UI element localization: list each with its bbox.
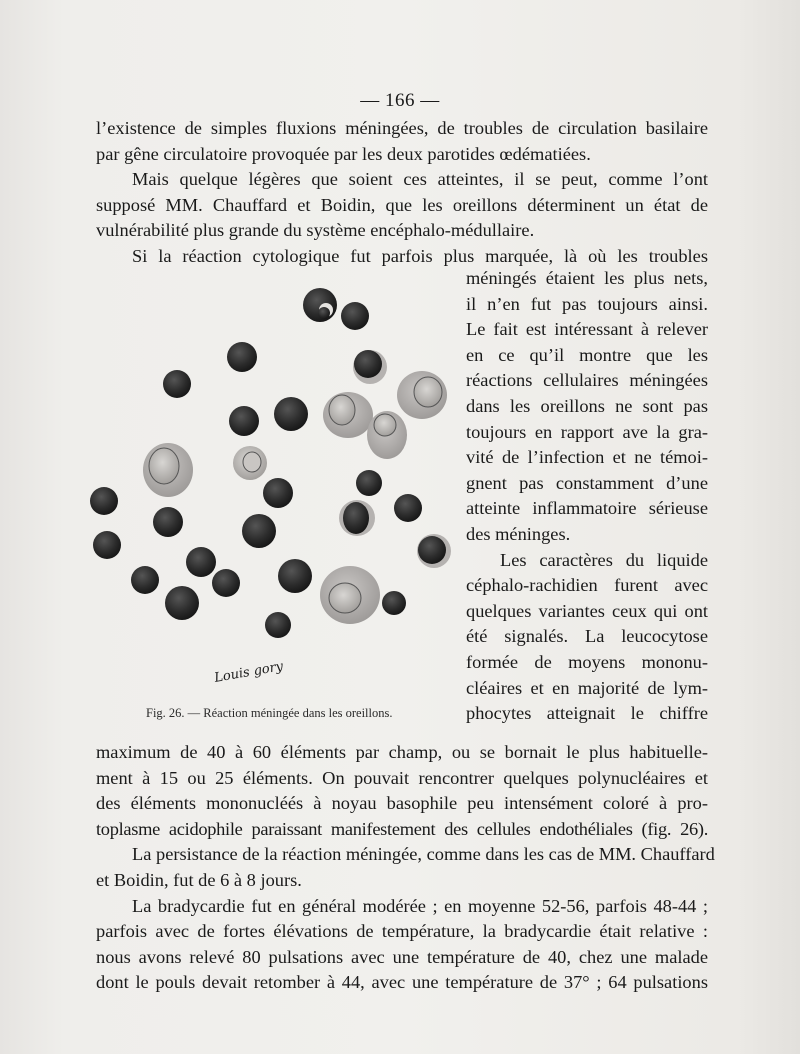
text-line: Les caractères du liquide [500, 549, 708, 570]
text-line: dans les oreillons ne sont pas [466, 395, 708, 416]
lymphocyte-cell [229, 406, 259, 436]
text-line: atteinte inflammatoire sérieuse [466, 498, 708, 519]
lymphocyte-cell [274, 397, 308, 431]
text-line: parfois avec de fortes élévations de température, la bradycardie était relative : [96, 921, 708, 942]
figure-cells [80, 280, 460, 710]
text-line: vulnérabilité plus grande du système encéphalo-médullaire. [96, 220, 535, 241]
lymphocyte-cell [153, 507, 183, 537]
lymphocyte-cell [339, 500, 375, 536]
text-line: maximum de 40 à 60 éléments par champ, ou se bornait le plus habituelle- [96, 742, 708, 762]
lymphocyte-cell [341, 302, 369, 330]
text-line: La persistance de la réaction méningée, comme dans les cas de MM. Chauffard [132, 844, 715, 865]
lymphocyte-cell [394, 494, 422, 522]
text-block-top [96, 116, 708, 270]
lymphocyte-cell [242, 514, 276, 548]
mononuclear-cell [320, 566, 380, 624]
text-line: il n’en fut pas toujours ainsi. [466, 293, 708, 314]
text-line: par gêne circulatoire provoquée par les deux parotides œdématiées. [96, 143, 591, 164]
text-line: cléaires et en majorité de lym- [466, 677, 708, 698]
lymphocyte-cell [163, 370, 191, 398]
lymphocyte-cell [263, 478, 293, 508]
text-line: et Boidin, fut de 6 à 8 jours. [96, 869, 302, 890]
artist-signature: Louis gory [213, 659, 285, 686]
mononuclear-cell [233, 446, 267, 480]
lymphocyte-cell [382, 591, 406, 615]
text-line: Si la réaction cytologique fut parfois plus marquée, là où les troubles [132, 245, 708, 266]
text-line: toplasme acidophile paraissant manifestement des cellules endothéliales (fig. 26). [96, 818, 708, 839]
text-line: céphalo-rachidien furent avec [466, 575, 708, 596]
lymphocyte-cell [227, 342, 257, 372]
text-line: l’existence de simples fluxions méningées, de troubles de circulation basilaire [96, 118, 708, 138]
text-line: été signalés. La leucocytose [466, 626, 708, 647]
lymphocyte-cell [90, 487, 118, 515]
lymphocyte-cell [417, 534, 451, 568]
mononuclear-cell [143, 443, 193, 497]
text-line: phocytes atteignait le chiffre [466, 703, 708, 724]
text-line: dont le pouls devait retomber à 44, avec une température de 37° ; 64 pulsations [96, 972, 708, 993]
page-number: — 166 — [360, 90, 440, 111]
text-line: La bradycardie fut en général modérée ; en moyenne 52-56, parfois 48-44 ; [132, 895, 708, 916]
mononuclear-cell [323, 392, 373, 438]
text-line: en ce qu’il montre que les [466, 344, 708, 365]
cell-illustration [80, 280, 460, 710]
text-line: réactions cellulaires méningées [466, 370, 708, 391]
lymphocyte-cell [131, 566, 159, 594]
text-line: Mais quelque légères que soient ces atteintes, il se peut, comme l’ont [132, 169, 708, 190]
text-line: des méninges. [466, 523, 571, 544]
lymphocyte-cell [186, 547, 216, 577]
text-line: ment à 15 ou 25 éléments. On pouvait rencontrer quelques polynucléaires et [96, 767, 708, 788]
figure-caption: Fig. 26. — Réaction méningée dans les oreillons. [146, 706, 393, 720]
text-block-right [466, 266, 708, 727]
text-line: nous avons relevé 80 pulsations avec une température de 40, chez une malade [96, 946, 708, 967]
lymphocyte-cell [212, 569, 240, 597]
text-line: toujours en rapport ave la gra- [466, 421, 708, 442]
lymphocyte-cell [356, 470, 382, 496]
text-line: des éléments mononucléés à noyau basophile peu intensément coloré à pro- [96, 793, 708, 814]
lymphocyte-cell [265, 612, 291, 638]
text-line: quelques variantes ceux qui ont [466, 600, 708, 621]
mononuclear-cell [397, 371, 447, 419]
mononuclear-cell [367, 411, 407, 459]
text-line: Le fait est intéressant à relever [466, 319, 708, 340]
text-line: méningés étaient les plus nets, [466, 268, 708, 288]
lymphocyte-cell [353, 350, 387, 384]
lymphocyte-cell [93, 531, 121, 559]
text-line: supposé MM. Chauffard et Boidin, que les oreillons déterminent un état de [96, 194, 708, 215]
lymphocyte-cell [278, 559, 312, 593]
text-block-bottom [96, 740, 715, 996]
text-line: formée de moyens mononu- [466, 651, 708, 672]
lymphocyte-cell [165, 586, 199, 620]
lymphocyte-cell [303, 288, 337, 322]
text-line: gnent pas constamment d’une [466, 472, 708, 493]
text-line: vité de l’infection et ne témoi- [466, 447, 708, 468]
